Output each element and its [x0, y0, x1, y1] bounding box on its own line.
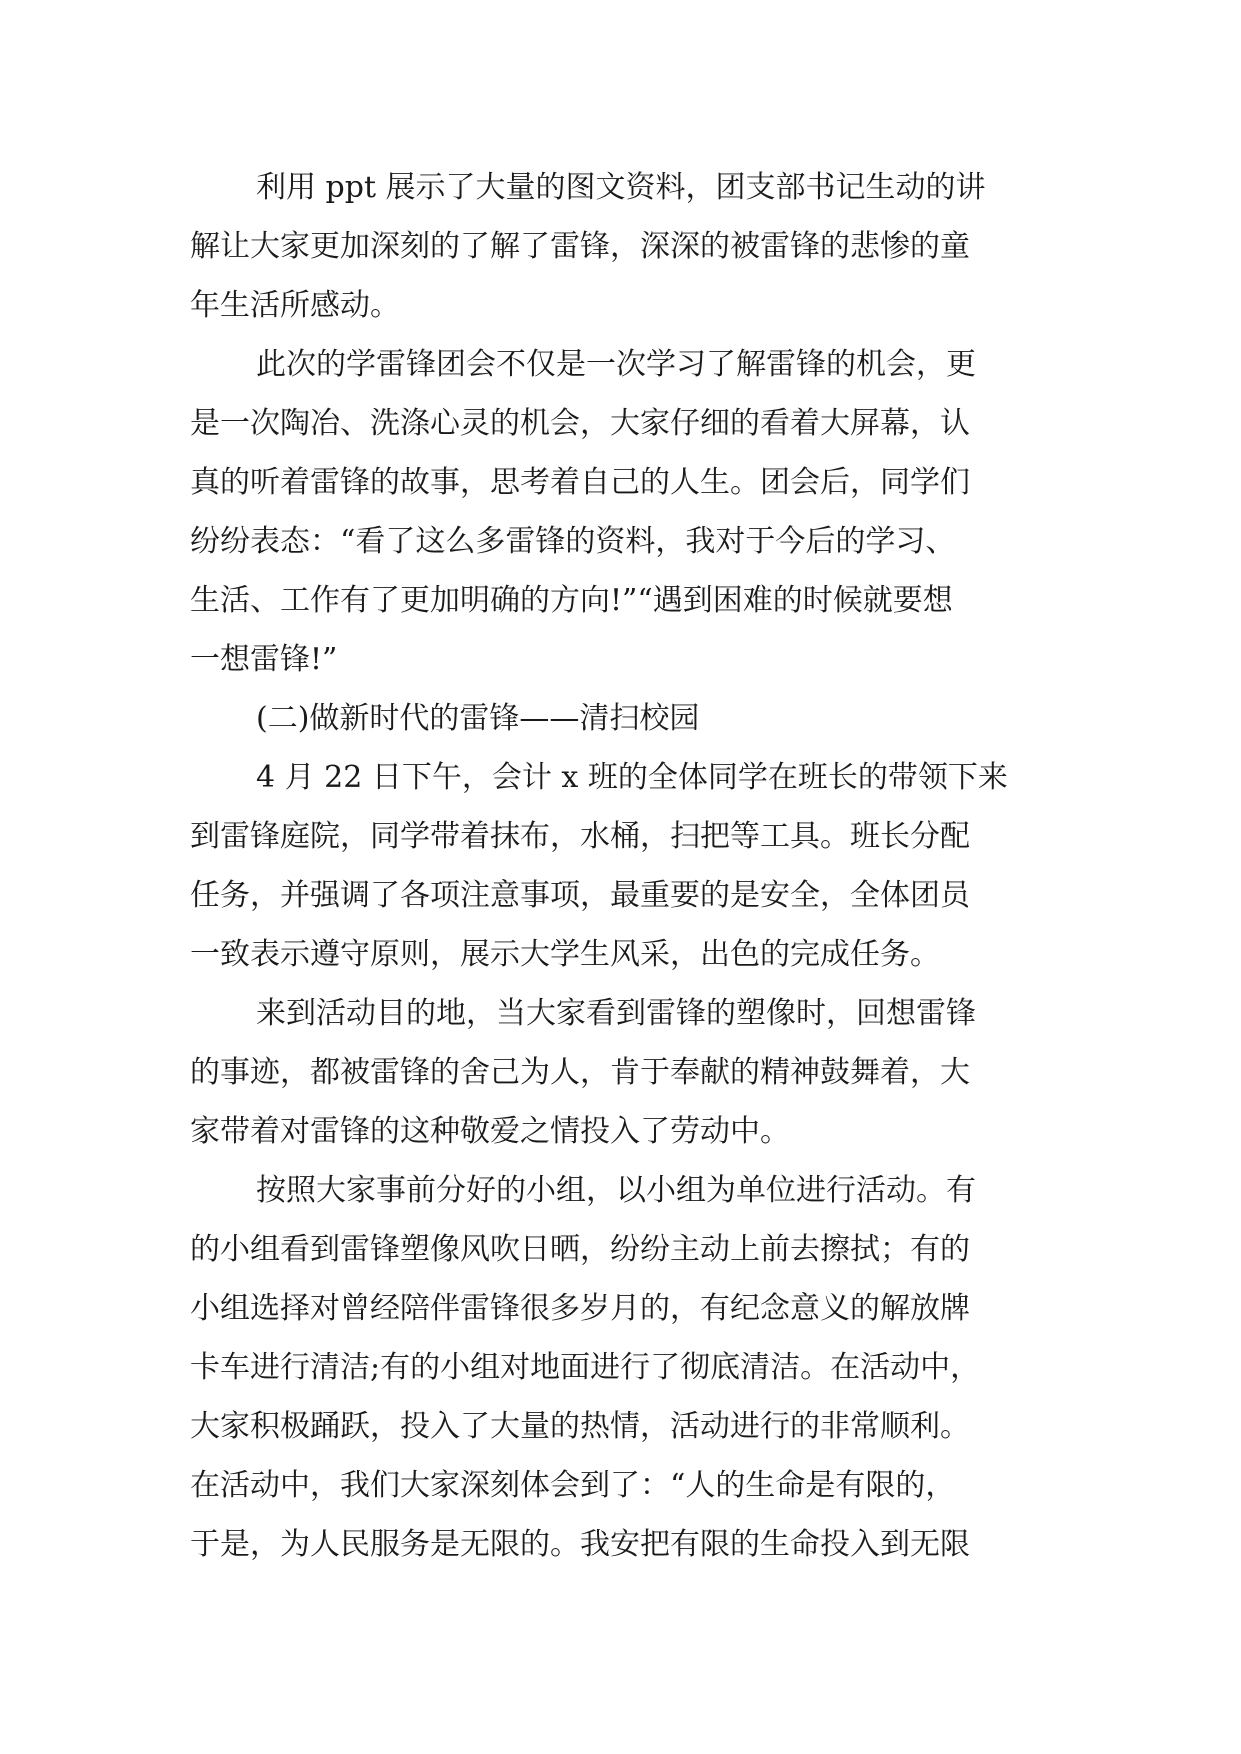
- section-heading: (二)做新时代的雷锋——清扫校园: [256, 701, 700, 736]
- paragraph-line: 的事迹，都被雷锋的舍己为人，肯于奉献的精神鼓舞着，大: [190, 1055, 970, 1090]
- paragraph-line: 按照大家事前分好的小组，以小组为单位进行活动。有: [256, 1173, 976, 1208]
- paragraph-line: 生活、工作有了更加明确的方向!”“遇到困难的时候就要想: [190, 583, 953, 618]
- paragraph-line: 解让大家更加深刻的了解了雷锋，深深的被雷锋的悲惨的童: [190, 229, 970, 264]
- paragraph-line: 在活动中，我们大家深刻体会到了：“人的生命是有限的，: [190, 1468, 956, 1503]
- paragraph-line: 任务，并强调了各项注意事项，最重要的是安全，全体团员: [190, 878, 970, 913]
- paragraph-line: 此次的学雷锋团会不仅是一次学习了解雷锋的机会，更: [256, 347, 976, 382]
- paragraph-line: 的小组看到雷锋塑像风吹日晒，纷纷主动上前去擦拭；有的: [190, 1232, 970, 1267]
- paragraph-line: 纷纷表态：“看了这么多雷锋的资料，我对于今后的学习、: [190, 524, 956, 559]
- paragraph-line: 卡车进行清洁;有的小组对地面进行了彻底清洁。在活动中，: [190, 1350, 981, 1385]
- paragraph-line: 来到活动目的地，当大家看到雷锋的塑像时，回想雷锋: [256, 996, 976, 1031]
- paragraph-line: 一想雷锋!”: [190, 642, 338, 677]
- paragraph-line: 大家积极踊跃，投入了大量的热情，活动进行的非常顺利。: [190, 1409, 970, 1444]
- paragraph-line: 年生活所感动。: [190, 288, 400, 323]
- paragraph-line: 于是，为人民服务是无限的。我安把有限的生命投入到无限: [190, 1527, 970, 1562]
- paragraph-line: 是一次陶冶、洗涤心灵的机会，大家仔细的看着大屏幕，认: [190, 406, 970, 441]
- paragraph-line: 小组选择对曾经陪伴雷锋很多岁月的，有纪念意义的解放牌: [190, 1291, 970, 1326]
- paragraph-line: 4 月 22 日下午，会计 x 班的全体同学在班长的带领下来: [256, 760, 1008, 795]
- document-body: [190, 158, 1060, 1574]
- paragraph-line: 家带着对雷锋的这种敬爱之情投入了劳动中。: [190, 1114, 790, 1149]
- paragraph-line: 一致表示遵守原则，展示大学生风采，出色的完成任务。: [190, 937, 940, 972]
- paragraph-line: 到雷锋庭院，同学带着抹布，水桶，扫把等工具。班长分配: [190, 819, 970, 854]
- paragraph-line: 真的听着雷锋的故事，思考着自己的人生。团会后，同学们: [190, 465, 970, 500]
- paragraph-line: 利用 ppt 展示了大量的图文资料，团支部书记生动的讲: [256, 170, 986, 205]
